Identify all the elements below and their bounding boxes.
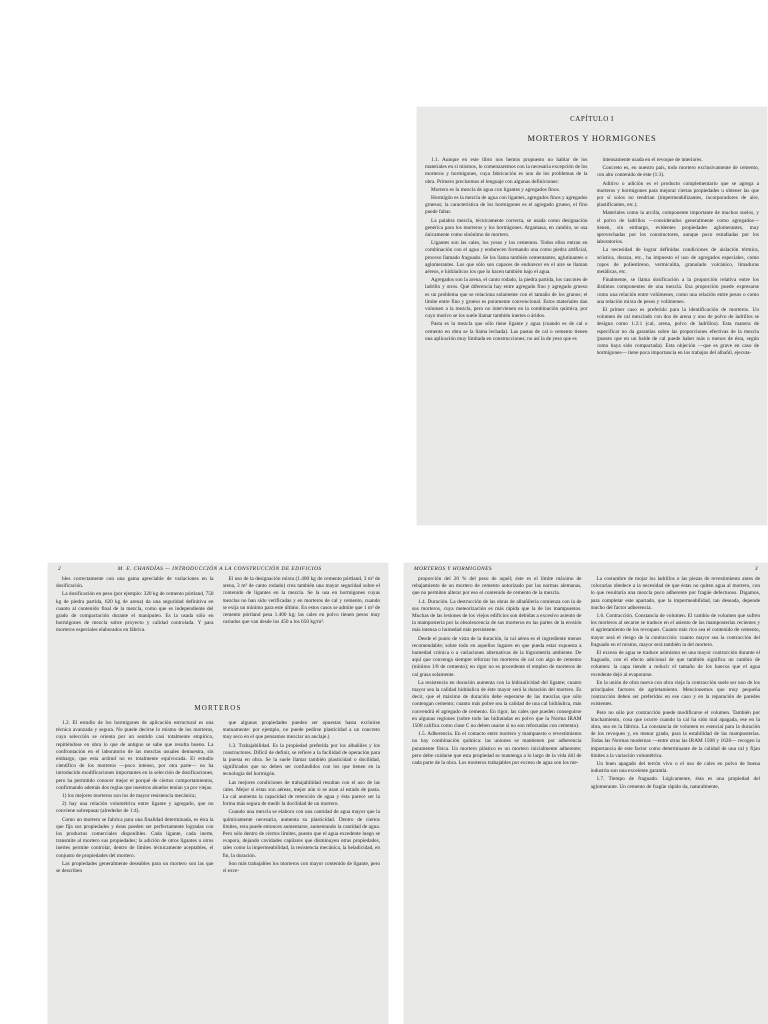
paragraph: La necesidad de lograr definidas condiciones de aislación térmica, acústica, duraza, etc., ha impuesto el uso de agregados especiales, como copos de poliestireno, vermiculita, granulado volcánico, limaduras metálicas, etc.	[596, 247, 759, 276]
list-item: 1) los mejores morteros son los de mayor resistencia mecánica;	[62, 793, 196, 800]
running-header	[404, 563, 768, 576]
book-page-3	[404, 563, 768, 1024]
running-header	[48, 563, 388, 576]
page1-column-left	[425, 157, 588, 358]
paragraph: Mortero es la mezcla de agua con ligantes y agregados finos.	[431, 186, 560, 193]
paragraph: 1.1. Aunque en este libro nos hemos propuesto no hablar de los materiales en sí mismos, lo comenzaremos con la necesaria excepción de los morteros y hormigones, cuya fabricación es uno de los problemas de la obra. Primero precisemos el lenguaje con algunas definiciones:	[425, 157, 588, 185]
paragraph: La palabra mezcla, técnicamente correcta, se usada como designación genérica para los morteros y los hormigones. Argamasa, en cambio, se usa únicamente como sinónimo de mortero.	[425, 217, 588, 239]
paragraph: intensamente usada en el revoque de interiores.	[602, 157, 703, 163]
paragraph: que algunas propiedades pueden ser opuestas hasta excluirse mutuamente: por ejemplo, no puede pedirse plasticidad a un concreto muy seco en el que pensamos mezclar un anclaje.)	[222, 720, 380, 741]
section-title: MORTEROS	[194, 704, 242, 712]
paragraph: Desde el punto de vista de la duración, la cal aérea es el ingrediente menos recomendable; sobre todo en aquellos lugares en que pueda estar expuesta a humedad crónica o a variaciones alternativas de la higrometría ambiente. De aquí que convenga siempre reforzar los morteros de cal con algo de cemento (mínimo 1/8 de cemento); en rigor no es procedente el empleo de morteros de cal grasa solamente.	[412, 635, 582, 678]
paragraph: Pasta es la mezcla que sólo tiene ligante y agua (cuando es de cal o cemento en obra se la llama lechada). Las pastas de cal o cemento tienen una aplicación muy limitada en construcciones; no así la de yeso que es	[425, 321, 588, 342]
paragraph: Las mejores condiciones de trabajabilidad resultan con el uso de las cales. Mejor si éstas son aéreas, mejor aún si se usan al estado de pasta. La cal aumenta la capacidad de retención de agua y ésta parece ser la forma más segura de medir la docilidad de un mortero.	[222, 779, 380, 808]
paragraph: Como un mortero se fabrica para una finalidad determinada, es ésta la que fija sus propiedades y éstas pueden ser perfectamente logradas con los productos comerciales disponibles. Cada ligante, cada inerte, transmite al mortero sus propiedades; la adición de otros ligantes u otros inertes permite controlar, dentro de límites técnicamente aceptables, el conjunto de propiedades del mortero.	[56, 816, 214, 859]
paragraph: Finalmente, se llama dosificación a la proporción relativa entre los distintos componentes de una mezcla. Esa proporción puede expresarse como una relación entre volúmenes, como una relación entre pesos o como una relación mixta de pesos y volúmenes.	[596, 277, 759, 305]
paragraph: bles correctamente con una gama apreciable de variaciones en la dosificación.	[56, 576, 214, 590]
paragraph: proporción del 20 % del peso de aquél; éste es el límite máximo de rebajamiento de un mortero de cemento autorizado por las normas alemanas, que no permiten alterar por eso el contenido de cemento de la mezcla.	[412, 576, 582, 597]
page-number: 2	[58, 566, 62, 572]
paragraph: Las propiedades generalmente deseables para un mortero son las que se describen	[56, 860, 214, 875]
page2-top-column-right	[223, 576, 381, 694]
running-title: MORTEROS Y HORMIGONES	[414, 566, 493, 572]
paragraph: 1.4. Duración. La destrucción de las obras de albañilería comienza con la de sus morteros, cuya meteorización es más rápida que la de los mampuestos. Muchas de las lesiones de los viejos edificios son debidas a excesivo asiento de la mampostería por la obsolescencia de sus morteros en las partes de la erosión más intensa o humedad más persistente.	[412, 598, 582, 634]
paragraph: La dosificación en peso (por ejemplo: 320 kg de cemento pórtland, 750 kg de piedra partida, 620 kg de arena) da una seguridad definitiva en cuanto al contenido final de la mezcla, como que es independiente del grado de compactación durante el manipuleo. Es la usada sólo en hormigones de mezcla sobre proyecto y calidad controlada. Y para morteros especiales elaborados en fábrica.	[56, 591, 214, 634]
paragraph: 1.5. Adherencia. En el contacto entre mortero y mampuesto o revestimiento no hay combinación química: las uniones se mantienen por adherencia puramente física. Un mortero plástico es un mortero inicialmente adherente; pero debe cuidarse que esta propiedad se mantenga a lo largo de la vida útil de cada parte de la obra. Los morteros trabajables por exceso de agua son los me-	[412, 731, 582, 767]
paragraph: Aditivo o adición es el producto complementario que se agrega a morteros y hormigones para mejorar ciertas propiedades u obtener las que por sí solos no tendrían (impermeabilizantes, incorporadores de aire, plastificantes, etc.).	[596, 180, 759, 209]
paragraph: Un buen apagado del terrón vivo o el uso de cales en polvo de buena industria son una excelente garantía.	[590, 761, 760, 775]
page3-column-right	[591, 576, 761, 792]
page1-column-right	[597, 157, 760, 358]
chapter-title: MORTEROS Y HORMIGONES	[527, 133, 657, 143]
paragraph: 1.3. Trabajabilidad. Es la propiedad preferida por los albañiles y los constructores. Difícil de definir, se refiere a la facilidad de operación para la puesta en obra. Se la suele llamar también plasticidad o docilidad, significados que no deben ser confundidos con los que tienen en la tecnología del hormigón.	[222, 742, 380, 778]
paragraph: El uso de la designación mixta (1.400 kg de cemento pórtland, 3 m³ de arena, 3 m³ de canto rodado) crea también una mayor seguridad sobre el contenido de ligantes en la mezcla. Se la usa en hormigones cuyas mezclas no han sido verificadas y en morteros de cal y cemento, cuando se exija un mínimo para este último. En estos casos se admite que 1 m³ de cemento pórtland pesa 1.400 kg; las cales en polvo tienen pesos muy variados que van desde los 450 a los 650 kg/m³.	[222, 576, 380, 626]
paragraph: El exceso de agua se traduce asimismo en una mayor contracción durante el fraguado, con el efecto adicional de que también significa un cambio de volumen: la capa tiende a reducir el tamaño de los huecos que el agua excedente dejó al evaporarse.	[590, 650, 760, 678]
paragraph: Hormigón es la mezcla de agua con ligantes, agregados finos y agregados gruesos; la característica de los hormigones es el agregado grueso, el fino puede faltar.	[425, 195, 588, 216]
page2-top-column-left	[56, 576, 214, 694]
paragraph: Ligantes son las cales, los yesos y los cementos. Todos ellos entran en combinación con el agua y endurecen formando una como piedra artificial, proceso llamado fraguado. Se los llama también cementantes, aglutinantes o aglomerantes. Los que sólo son capaces de endurecer en el aire se llaman aéreos, e hidráulicos los que lo hacen también bajo el agua.	[425, 240, 588, 276]
paragraph: Pero no sólo por contracción puede modificarse el volumen. También por hinchamiento, cosa que ocurre cuando la cal ha sido mal apagada, ese en la obra, sea en la fábrica. La constancia de volumen es esencial para la duración de los revoques y, en menor grado, para la estabilidad de las mamposterías. Todas las Normas modernas —entre otras las IRAM 1508 y 1626— recogen la importancia de este factor como determinante de la calidad de una cal y fijan límites a la variación volumétrica.	[590, 709, 760, 759]
paragraph: Son más trabajables los morteros con mayor contenido de ligante, pero el exce-	[222, 860, 380, 875]
paragraph: En la unión de obra nueva con obra vieja la contracción suele ser uno de los principales factores de agrietamiento. Mencionemos que muy pequeña contracción deben ser preferidos en ese caso y en la reparación de paredes existentes.	[590, 679, 760, 708]
paragraph: Agregados son la arena, el canto rodado, la piedra partida, los cascotes de ladrillo y otros. Qué diferencia hay entre agregado fino y agregado grueso es un problema que se relaciona solamente con el tamaño de los granos; el límite entre fino y grueso es puramente convencional. Estos materiales dan volumen a la mezcla, pero no intervienen en la combinación química, por cuyo motivo se los suele llamar también inertes o áridos.	[425, 277, 588, 320]
page2-bottom-column-right	[223, 720, 381, 876]
paragraph: Cuando una mezcla se elabora con una cantidad de agua mayor que la químicamente necesaria, aumenta su plasticidad. Dentro de ciertos límites, esta puede entonces aumentarse, aumentando la cantidad de agua. Pero sólo dentro de ciertos límites, puesto que el agua excedente luego se evapora, dejando cavidades capilares que disminuyen otras propiedades, tales como la impermeabilidad, la resistencia mecánica, la heladicidad, en fin, la duración.	[222, 809, 380, 859]
paragraph: 1.6. Contracción. Constancia de volumen. El cambio de volumen que sufren los morteros al secarse se traduce en el asiento de las mamposterías recientes y el agrietamiento de los revoques. Cuanto más rico sea el contenido de cemento, mayor será el riesgo de la contracción: cuanto mayor sea la contracción del fraguado en el mismo, mayor será también la del mortero.	[590, 613, 760, 648]
page2-bottom-column-left	[56, 720, 214, 876]
running-title: M. E. CHANDÍAS — INTRODUCCIÓN A LA CONSTRUCCIÓN DE EDIFICIOS	[117, 566, 322, 572]
paragraph: Concreto es, en nuestro país, todo mortero exclusivamente de cemento, con alto contenido de éste (1:3).	[596, 165, 759, 179]
paragraph: El primer caso es preferido para la identificación de morteros. Un volumen de cal mezclado con dos de arena y uno de polvo de ladrillos se designa como 1:2:1 (cal, arena, polvo de ladrillos). Esta manera de especificar no da garantías sobre las proporciones efectivas de la mezcla (puesto que en un balde de cal puede haber más o menos de ésta, según como haya sido compactada). Esta objeción —que es grave en caso de hormigones— tiene poca importancia en los trabajos del albañil, ejecuta-	[596, 307, 759, 357]
paragraph: 1.2. El estudio de los hormigones de aplicación estructural es una técnica avanzada y segura. No puede decirse lo mismo de los morteros, cuya selección se orienta por un sentido casi totalmente empírico, repitiéndose en obra lo que de antiguo se sabe que resulta bueno. La confrontación en el laboratorio de las mezclas usuales demuestra, sin embargo, que esta actitud no es totalmente equivocada. El estudio científico de los morteros —poco intenso, por otra parte— no ha introducido modificaciones importantes en la selección de dosificaciones, pero ha permitido conocer mejor el porqué de ciertos comportamientos, confirmando además dos reglas que nuestros abuelos tenían ya por viejas.	[56, 720, 214, 791]
paragraph: La resistencia en duración aumenta con la hidraulicidad del ligante; cuanto mayor sea la calidad hidráulica de éste mayor será la duración del mortero. Es decir, que el máximo de duración debe esperarse de las mezclas que sólo contengan cemento; cuanto más pobre sea la calidad de una cal hidráulica, más convendrá el agregado de cemento. En rigor, las cales que pueden conseguirse en algunas regiones (sobre todo las hidratadas en polvo que la Norma IRAM 1508 califica como clase C no deben usarse si no son reforzadas con cemento).	[412, 679, 582, 730]
page-number: 3	[754, 566, 758, 572]
paragraph: 1.7. Tiempo de fraguado. Lógicamente, ésta es una propiedad del aglomerante. Un cemento de fragüe rápido da, naturalmente,	[590, 776, 760, 790]
chapter-label: CAPÍTULO I	[570, 115, 614, 123]
paragraph: La costumbre de mojar los ladrillos o las piezas de revestimiento antes de colocarlas obedece a la necesidad de que éstas no quiten agua al mortero, con lo que resultaría una mezcla poco adherente por fragüe defectuoso. Digamos, para completar este apartado, que la impermeabilidad, tan deseada, depende mucho del factor adherencia.	[590, 576, 760, 611]
list-item: 2) hay una relación volumétrica entre ligante y agregado, que no conviene sobrepasar (alrededor de 1:4).	[56, 801, 214, 815]
page3-column-left	[412, 576, 582, 792]
paragraph: Materiales como la arcilla, componente importante de muchos suelos, y el polvo de ladrillos —considerados generalmente como agregados— tienen, sin embargo, evidentes propiedades aglomerantes, muy aprovechadas por los constructores, aunque poco estudiadas por los laboratorios.	[596, 210, 759, 246]
book-page-chapter-one	[417, 107, 767, 525]
book-page-2	[48, 563, 388, 1024]
